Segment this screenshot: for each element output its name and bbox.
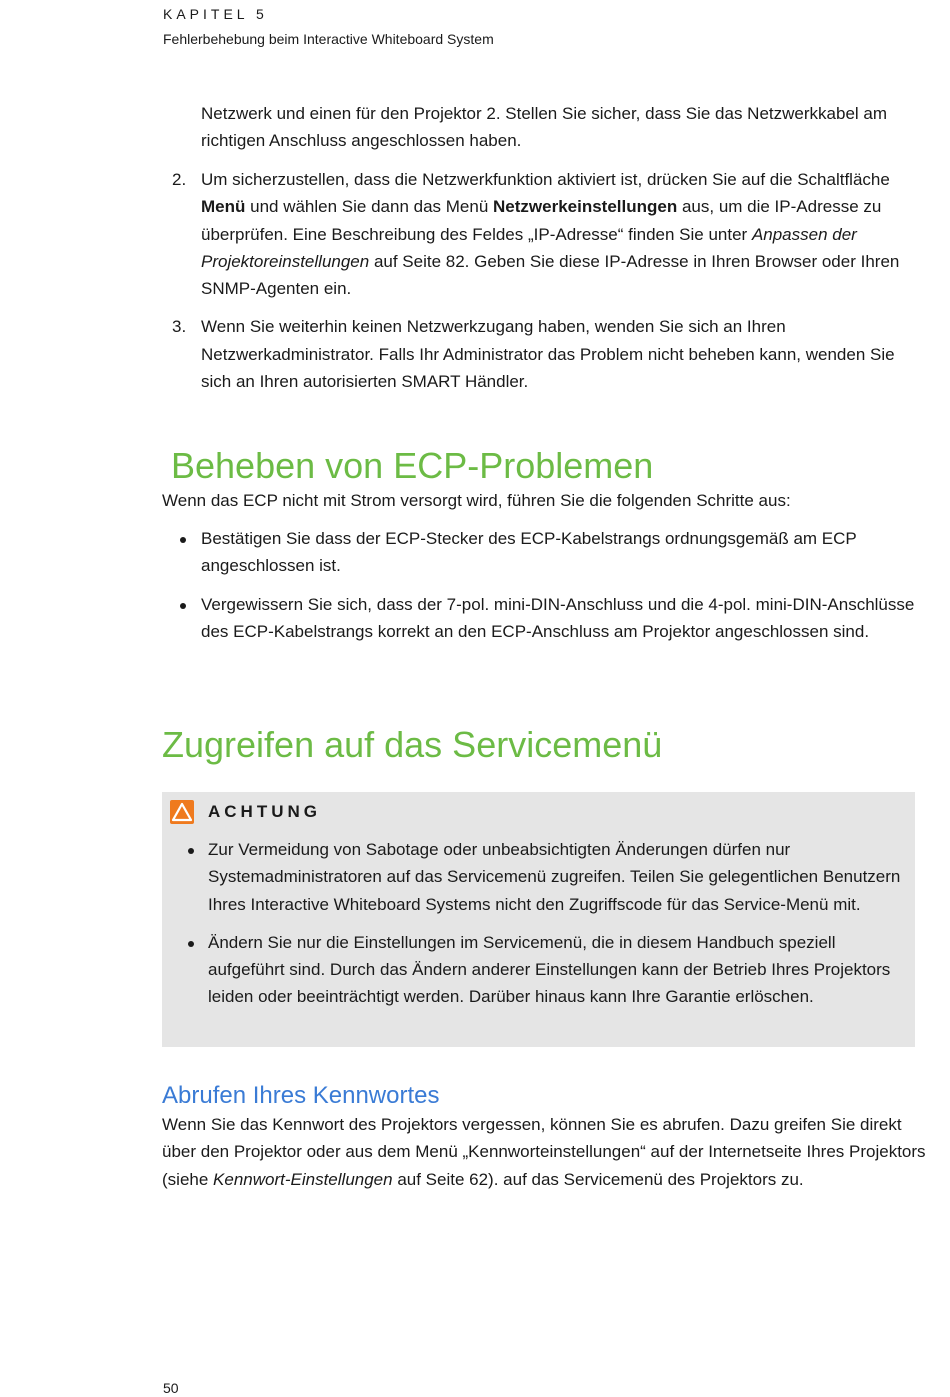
step-text (201, 170, 899, 298)
bullet-text: Zur Vermeidung von Sabotage oder unbeabsichtigten Änderungen dürfen nur Systemadministratoren auf das Servicemenü zugreifen. Teilen Sie gelegentlichen Benutzern Ihres Interactive Whiteboard Systems nicht den Zugriffscode für das Service-Menü mit. (208, 840, 901, 914)
page-number: 50 (163, 1380, 179, 1396)
list-item (170, 929, 905, 1011)
list-item (163, 591, 923, 646)
network-steps-list (163, 166, 923, 406)
network-settings-term: Netzwerkeinstellungen (493, 197, 678, 217)
step-text-part: Um sicherzustellen, dass die Netzwerkfunktion aktiviert ist, drücken Sie auf die Schaltfläche (201, 170, 890, 189)
warning-bullet-list (170, 836, 905, 1022)
bullet-text: Ändern Sie nur die Einstellungen im Servicemenü, die in diesem Handbuch speziell aufgeführt sind. Durch das Ändern anderer Einstellungen kann der Betrieb Ihres Projektors leiden oder beeinträchtigt werden. Darüber hinaus kann Ihre Garantie erlöschen. (208, 932, 891, 1007)
paragraph-text-part: Wenn Sie das Kennwort des Projektors vergessen, können Sie es abrufen. Dazu greifen Sie direkt über den Projektor oder aus dem Menü „Kennworteinstellungen“ auf der Internetseite Ihres Projektors (siehe (162, 1115, 926, 1189)
step-text-part: aus, um die IP-Adresse zu überprüfen. Eine Beschreibung des Feldes „IP-Adresse“ finden Sie unter (201, 197, 882, 244)
bullet-text: Bestätigen Sie dass der ECP-Stecker des ECP-Kabelstrangs ordnungsgemäß am ECP angeschlossen ist. (201, 529, 857, 576)
step-text: Wenn Sie weiterhin keinen Netzwerkzugang haben, wenden Sie sich an Ihren Netzwerkadministrator. Falls Ihr Administrator das Problem nicht beheben kann, wenden Sie sich an Ihren autorisierten SMART Händler. (201, 317, 895, 392)
ecp-bullet-list (163, 525, 923, 656)
step-number: 2. (172, 170, 187, 189)
network-continuation-paragraph: Netzwerk und einen für den Projektor 2. Stellen Sie sicher, dass Sie das Netzwerkkabel am richtigen Anschluss angeschlossen haben. (201, 104, 888, 151)
password-heading: Abrufen Ihres Kennwortes (162, 1082, 440, 1109)
warning-icon (170, 800, 194, 824)
list-item (163, 525, 923, 580)
warning-title: ACHTUNG (208, 802, 321, 821)
step-number: 3. (172, 317, 187, 337)
step-text-part: auf Seite 82. Geben Sie diese IP-Adresse in Ihren Browser oder Ihren SNMP-Agenten ein. (201, 251, 900, 299)
chapter-label: KAPITEL 5 (163, 6, 268, 22)
list-item (163, 166, 923, 302)
ecp-section-heading: Beheben von ECP-Problemen (171, 445, 654, 486)
cross-reference-link[interactable]: Kennwort-Einstellungen (213, 1169, 393, 1189)
bullet-icon (180, 603, 186, 609)
bullet-icon (188, 848, 194, 854)
bullet-icon (180, 537, 186, 543)
menu-term: Menü (201, 197, 246, 217)
chapter-title: Fehlerbehebung beim Interactive Whiteboard System (163, 31, 494, 47)
step-text-part: und wählen Sie dann das Menü (245, 197, 494, 217)
list-item (163, 313, 923, 395)
ecp-intro-paragraph: Wenn das ECP nicht mit Strom versorgt wird, führen Sie die folgenden Schritte aus: (162, 491, 791, 510)
paragraph-text-part: auf Seite 62). auf das Servicemenü des Projektors zu. (392, 1169, 804, 1189)
password-paragraph (162, 1111, 932, 1193)
bullet-text: Vergewissern Sie sich, dass der 7-pol. mini-DIN-Anschluss und die 4-pol. mini-DIN-Anschlüsse des ECP-Kabelstrangs korrekt an den ECP-Anschluss am Projektor angeschlossen sind. (201, 594, 915, 641)
warning-box (162, 792, 915, 1047)
cross-reference-link[interactable]: Anpassen der Projektoreinstellungen (201, 224, 857, 271)
service-menu-heading: Zugreifen auf das Servicemenü (162, 724, 663, 765)
list-item (170, 836, 905, 918)
bullet-icon (188, 941, 194, 947)
